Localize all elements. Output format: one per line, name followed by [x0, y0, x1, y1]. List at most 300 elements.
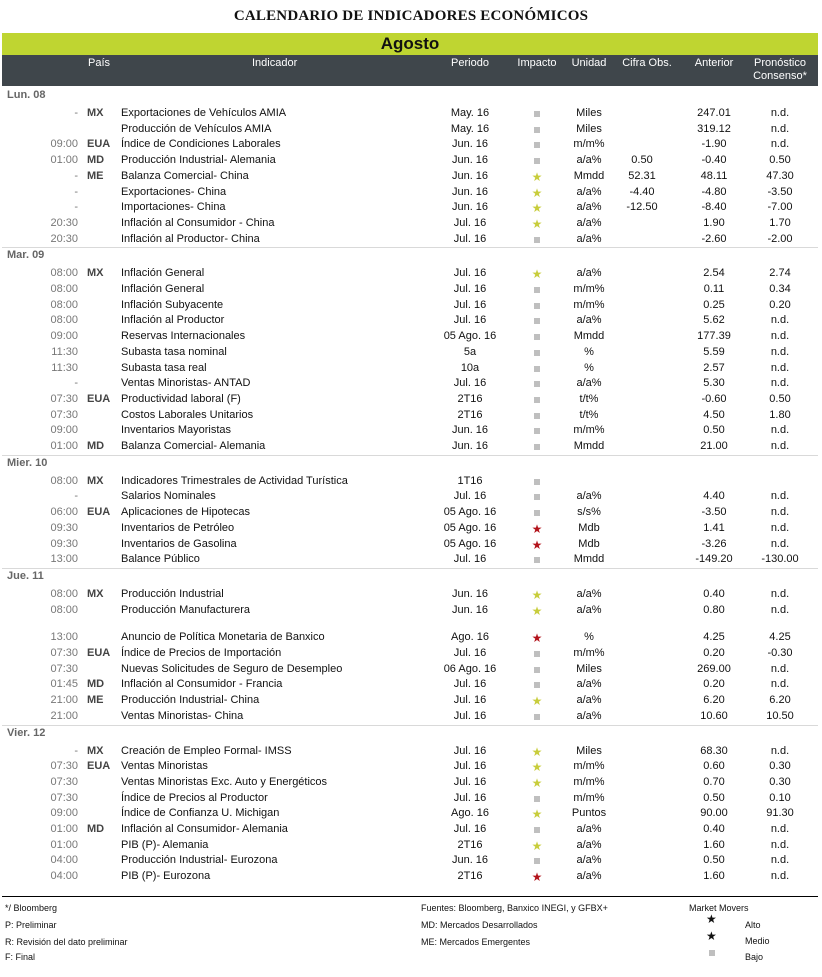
indicator-cell: Exportaciones- China [121, 185, 227, 198]
previous-cell: 5.30 [703, 377, 725, 390]
square-icon [534, 142, 540, 148]
table-row [0, 678, 822, 694]
time-cell: 11:30 [51, 361, 78, 374]
period-cell: 05 Ago. 16 [443, 330, 497, 343]
header-cifra: Cifra Obs. [622, 57, 672, 69]
period-cell: 06 Ago. 16 [443, 662, 497, 675]
impact-low-icon [520, 663, 554, 676]
square-icon [534, 158, 540, 164]
previous-cell: 1.60 [703, 870, 725, 883]
indicator-cell: Índice de Precios al Productor [121, 791, 268, 804]
time-cell: 01:00 [50, 823, 78, 835]
forecast-cell: n.d. [770, 744, 790, 757]
previous-cell: 0.20 [703, 678, 725, 691]
square-icon [534, 557, 540, 563]
previous-cell: 0.25 [703, 298, 725, 311]
time-cell: 07:30 [50, 791, 78, 804]
time-cell: 13:00 [50, 631, 78, 644]
unit-cell: Mmdd [573, 330, 605, 343]
time-cell: 04:00 [50, 854, 78, 867]
time-cell: 13:00 [50, 553, 78, 566]
period-cell: 10a [460, 361, 480, 374]
table-row [0, 330, 822, 346]
unit-cell: a/a% [576, 185, 602, 198]
indicator-cell: Creación de Empleo Formal- IMSS [121, 744, 292, 757]
previous-cell: 0.50 [703, 791, 725, 804]
forecast-cell: n.d. [770, 521, 790, 534]
header-pronostico [748, 57, 812, 83]
impact-low-icon [520, 154, 554, 167]
table-row [0, 839, 822, 855]
forecast-cell: 1.70 [769, 216, 791, 229]
table-row [0, 604, 822, 620]
indicator-cell: Anuncio de Política Monetaria de Banxico [121, 631, 325, 644]
previous-cell: -0.40 [701, 154, 727, 167]
forecast-cell: 6.20 [769, 694, 791, 707]
impact-low-icon [520, 440, 554, 453]
unit-cell: m/m% [573, 424, 605, 437]
indicator-cell: Producción Industrial [121, 587, 224, 600]
square-icon [534, 334, 540, 340]
time-cell: - [74, 185, 78, 198]
time-cell: 11:30 [51, 345, 78, 358]
period-cell: Jun. 16 [451, 185, 489, 198]
impact-low-icon [520, 233, 554, 246]
square-icon [534, 682, 540, 688]
table-row [0, 409, 822, 425]
time-cell: 01:00 [50, 154, 78, 167]
previous-cell: 0.50 [703, 424, 725, 437]
forecast-cell: n.d. [770, 603, 790, 616]
square-icon [534, 444, 540, 450]
forecast-cell: n.d. [770, 678, 790, 691]
forecast-cell: -0.30 [767, 647, 793, 659]
time-cell: 07:30 [50, 662, 78, 675]
impact-low-icon [520, 330, 554, 343]
indicator-cell: Salarios Nominales [121, 490, 216, 503]
indicator-cell: Balanza Comercial- Alemania [121, 440, 266, 452]
impact-medium-star-icon: ★ [531, 694, 543, 709]
square-icon [534, 366, 540, 372]
forecast-cell: 2.74 [769, 267, 791, 280]
country-cell: MX [87, 107, 104, 119]
unit-cell: a/a% [576, 232, 602, 245]
table-row [0, 346, 822, 362]
indicator-cell: Producción Manufacturera [121, 603, 251, 616]
time-cell: 08:00 [50, 298, 78, 311]
previous-cell: -8.40 [701, 201, 727, 214]
table-row [0, 710, 822, 726]
period-cell: 2T16 [457, 408, 483, 421]
impact-low-icon [520, 506, 554, 519]
indicator-cell: Nuevas Solicitudes de Seguro de Desempleo [121, 662, 343, 675]
time-cell: 09:00 [50, 138, 78, 151]
indicator-cell: Productividad laboral (F) [121, 392, 241, 405]
impact-low-icon [520, 424, 554, 437]
indicator-cell: Balance Público [121, 553, 200, 566]
period-cell: Jul. 16 [453, 283, 487, 295]
period-cell: Jul. 16 [453, 216, 487, 229]
table-row [0, 377, 822, 393]
period-cell: 05 Ago. 16 [443, 521, 497, 534]
indicator-cell: Costos Laborales Unitarios [121, 408, 254, 421]
unit-cell: a/a% [576, 694, 602, 707]
table-row [0, 186, 822, 202]
indicator-cell: Ventas Minoristas- ANTAD [121, 377, 251, 390]
unit-cell: % [584, 345, 594, 358]
square-icon [534, 494, 540, 500]
impact-medium-star-icon: ★ [531, 603, 543, 618]
previous-cell: 177.39 [697, 330, 731, 343]
table-row [0, 854, 822, 870]
previous-cell: 269.00 [697, 662, 731, 675]
unit-cell: Mmdd [573, 169, 605, 182]
indicator-cell: Inflación al Productor [121, 314, 225, 327]
day-separator [2, 455, 818, 456]
forecast-cell: -2.00 [767, 232, 793, 245]
forecast-cell: -7.00 [767, 201, 793, 214]
header-anterior: Anterior [694, 57, 734, 69]
impact-low-icon [520, 710, 554, 723]
period-cell: Jul. 16 [453, 694, 487, 707]
previous-cell: 21.00 [700, 440, 728, 452]
forecast-cell: -3.50 [767, 185, 793, 198]
forecast-cell: n.d. [770, 870, 790, 883]
table-header [2, 55, 818, 86]
indicator-cell: Inflación al Consumidor- Alemania [121, 823, 288, 835]
time-cell: 08:00 [50, 283, 78, 295]
period-cell: Jun. 16 [451, 603, 489, 616]
indicator-cell: Inventarios Mayoristas [121, 424, 232, 437]
indicator-cell: Producción Industrial- Alemania [121, 154, 276, 167]
footer-note-2: P: Preliminar [5, 920, 57, 930]
period-cell: Jun. 16 [451, 169, 489, 182]
previous-cell: 0.80 [703, 603, 725, 616]
footer-note-4: F: Final [5, 952, 36, 962]
forecast-cell: 0.30 [769, 760, 791, 773]
day-label: Mier. 10 [7, 456, 48, 469]
period-cell: Jul. 16 [453, 823, 487, 835]
previous-cell: 4.50 [703, 408, 725, 421]
impact-low-icon [520, 299, 554, 312]
period-cell: Jul. 16 [453, 490, 487, 503]
time-cell: 06:00 [50, 506, 78, 519]
table-row [0, 299, 822, 315]
footer-md: MD: Mercados Desarrollados [421, 920, 538, 930]
forecast-cell: n.d. [770, 662, 790, 675]
unit-cell: t/t% [579, 408, 599, 421]
unit-cell: Miles [576, 107, 602, 119]
table-row [0, 823, 822, 839]
period-cell: Jun. 16 [451, 424, 489, 437]
table-row [0, 138, 822, 154]
period-cell: Jul. 16 [453, 232, 487, 245]
day-label: Lun. 08 [7, 89, 46, 101]
impact-low-icon [520, 314, 554, 327]
unit-cell: a/a% [576, 603, 602, 616]
table-row [0, 522, 822, 538]
table-row [0, 123, 822, 139]
indicator-cell: Inflación al Consumidor - Francia [121, 678, 283, 691]
period-cell: 2T16 [457, 838, 483, 851]
unit-cell: a/a% [576, 823, 602, 835]
unit-cell: a/a% [576, 314, 602, 327]
time-cell: 09:30 [50, 521, 78, 534]
square-icon [534, 510, 540, 516]
square-icon [534, 667, 540, 673]
observed-cell: 52.31 [628, 169, 656, 182]
forecast-cell: n.d. [770, 854, 790, 867]
unit-cell: a/a% [576, 216, 602, 229]
impact-low-icon [520, 409, 554, 422]
unit-cell: m/m% [573, 298, 605, 311]
unit-cell: m/m% [573, 138, 605, 151]
period-cell: Jun. 16 [451, 201, 489, 214]
forecast-cell: n.d. [770, 440, 790, 452]
indicator-cell: Exportaciones de Vehículos AMIA [121, 107, 287, 119]
country-cell: MD [87, 440, 105, 452]
indicator-cell: Indicadores Trimestrales de Actividad Turística [121, 474, 348, 487]
day-label: Jue. 11 [7, 569, 44, 582]
time-cell: 07:30 [50, 647, 78, 659]
day-separator [2, 568, 818, 569]
unit-cell: a/a% [576, 267, 602, 280]
impact-low-icon [520, 553, 554, 566]
impact-low-icon [520, 490, 554, 503]
previous-cell: -3.50 [701, 506, 727, 519]
previous-cell: -3.26 [701, 537, 727, 550]
indicator-cell: Subasta tasa nominal [121, 345, 227, 358]
header-pronostico-line2: Consenso* [753, 70, 807, 82]
table-row [0, 745, 822, 761]
country-cell: MD [87, 823, 105, 835]
period-cell: Jul. 16 [453, 267, 487, 280]
time-cell: 08:00 [50, 314, 78, 327]
impact-low-icon [520, 854, 554, 867]
previous-cell: 0.40 [703, 587, 725, 600]
table-row [0, 154, 822, 170]
indicator-cell: Índice de Condiciones Laborales [121, 138, 281, 151]
time-cell: - [74, 744, 78, 757]
previous-cell: 0.11 [703, 283, 725, 295]
previous-cell: 0.50 [703, 854, 725, 867]
legend-star-mid-icon: ★ [706, 929, 717, 943]
country-cell: MX [87, 267, 104, 280]
square-icon [534, 237, 540, 243]
footer-me: ME: Mercados Emergentes [421, 937, 531, 947]
indicator-cell: Balanza Comercial- China [121, 169, 249, 182]
previous-cell: 247.01 [697, 107, 731, 119]
impact-low-icon [520, 362, 554, 375]
indicator-cell: Inflación al Productor- China [121, 232, 260, 245]
square-icon [534, 287, 540, 293]
forecast-cell: 4.25 [769, 631, 791, 644]
indicator-cell: Inflación General [121, 283, 205, 295]
indicator-cell: Inflación General [121, 267, 205, 280]
period-cell: Jul. 16 [453, 678, 487, 691]
unit-cell: a/a% [576, 490, 602, 503]
time-cell: 07:30 [50, 392, 78, 405]
period-cell: Jun. 16 [451, 138, 489, 151]
period-cell: Jul. 16 [453, 314, 487, 327]
previous-cell: -1.90 [701, 138, 727, 151]
impact-medium-star-icon: ★ [531, 201, 543, 216]
impact-low-icon [520, 792, 554, 805]
table-row [0, 792, 822, 808]
indicator-cell: Ventas Minoristas- China [121, 709, 244, 722]
forecast-cell: n.d. [770, 345, 790, 358]
square-icon [534, 651, 540, 657]
indicator-cell: Subasta tasa real [121, 361, 207, 374]
previous-cell: 6.20 [703, 694, 725, 707]
day-separator [2, 247, 818, 248]
table-row [0, 314, 822, 330]
time-cell: - [74, 377, 78, 390]
time-cell: 01:00 [50, 838, 78, 851]
country-cell: MD [87, 678, 105, 691]
time-cell: 07:30 [50, 408, 78, 421]
time-cell: 07:30 [50, 775, 78, 788]
observed-cell: -12.50 [626, 201, 658, 214]
forecast-cell: 0.30 [769, 775, 791, 788]
previous-cell: 4.25 [703, 631, 725, 644]
indicator-cell: Ventas Minoristas [121, 760, 208, 773]
forecast-cell: n.d. [770, 377, 790, 390]
previous-cell: 5.62 [703, 314, 725, 327]
forecast-cell: 1.80 [769, 408, 791, 421]
previous-cell: 0.70 [703, 775, 725, 788]
table-row [0, 393, 822, 409]
time-cell: 07:30 [50, 760, 78, 773]
forecast-cell: n.d. [770, 537, 790, 550]
forecast-cell: n.d. [770, 122, 790, 135]
indicator-cell: Inventarios de Gasolina [121, 537, 237, 550]
time-cell: - [74, 169, 78, 182]
period-cell: May. 16 [450, 107, 490, 119]
unit-cell: a/a% [576, 838, 602, 851]
unit-cell: % [584, 361, 594, 374]
unit-cell: Miles [576, 744, 602, 757]
indicator-cell: PIB (P)- Eurozona [121, 870, 211, 883]
time-cell: 08:00 [50, 267, 78, 280]
period-cell: Jul. 16 [453, 377, 487, 390]
unit-cell: Mdb [578, 537, 600, 550]
time-cell: - [74, 107, 78, 119]
impact-low-icon [520, 346, 554, 359]
impact-medium-star-icon: ★ [531, 760, 543, 775]
table-row [0, 475, 822, 491]
time-cell: 08:00 [50, 474, 78, 487]
period-cell: Jun. 16 [451, 154, 489, 167]
header-impacto: Impacto [517, 57, 557, 69]
impact-medium-star-icon: ★ [531, 807, 543, 822]
period-cell: Jun. 16 [451, 587, 489, 600]
impact-low-icon [520, 475, 554, 488]
time-cell: 21:00 [50, 694, 78, 707]
period-cell: Jul. 16 [453, 791, 487, 804]
table-row [0, 631, 822, 647]
impact-medium-star-icon: ★ [531, 587, 543, 602]
forecast-cell: 47.30 [766, 169, 794, 182]
unit-cell: Mmdd [573, 440, 605, 452]
page-title: CALENDARIO DE INDICADORES ECONÓMICOS [233, 8, 589, 24]
indicator-cell: Importaciones- China [121, 201, 226, 214]
indicator-cell: Inflación Subyacente [121, 298, 224, 311]
period-cell: 2T16 [457, 392, 483, 405]
previous-cell: -149.20 [695, 553, 733, 566]
previous-cell: 5.59 [703, 345, 725, 358]
period-cell: 05 Ago. 16 [443, 506, 497, 519]
header-unidad: Unidad [571, 57, 607, 69]
previous-cell: 1.41 [703, 521, 725, 534]
table-row [0, 506, 822, 522]
period-cell: Jul. 16 [453, 298, 487, 311]
unit-cell: Miles [576, 122, 602, 135]
table-row [0, 760, 822, 776]
time-cell: - [74, 201, 78, 214]
time-cell: 20:30 [50, 232, 78, 245]
forecast-cell: n.d. [770, 823, 790, 835]
time-cell: 09:00 [50, 807, 78, 820]
period-cell: 2T16 [457, 870, 483, 883]
unit-cell: Puntos [571, 807, 607, 820]
indicator-cell: Aplicaciones de Hipotecas [121, 506, 251, 519]
day-label: Vier. 12 [7, 726, 46, 739]
impact-medium-star-icon: ★ [531, 775, 543, 790]
square-icon [534, 796, 540, 802]
unit-cell: m/m% [573, 647, 605, 659]
unit-cell: m/m% [573, 775, 605, 788]
square-icon [534, 827, 540, 833]
forecast-cell: 0.50 [769, 392, 791, 405]
legend-bajo: Bajo [745, 952, 764, 962]
forecast-cell: n.d. [770, 587, 790, 600]
square-icon [534, 479, 540, 485]
forecast-cell: n.d. [770, 424, 790, 437]
table-row [0, 107, 822, 123]
unit-cell: % [584, 631, 594, 644]
forecast-cell: n.d. [770, 138, 790, 151]
impact-high-star-icon: ★ [531, 521, 543, 536]
time-cell: 08:00 [50, 603, 78, 616]
time-cell: 09:00 [50, 424, 78, 437]
forecast-cell: n.d. [770, 838, 790, 851]
period-cell: Jun. 16 [451, 440, 489, 452]
period-cell: 5a [463, 345, 477, 358]
day-separator [2, 725, 818, 726]
impact-low-icon [520, 107, 554, 120]
legend-medio: Medio [745, 936, 770, 946]
square-icon [534, 350, 540, 356]
unit-cell: a/a% [576, 709, 602, 722]
impact-high-star-icon: ★ [531, 537, 543, 552]
legend-alto: Alto [745, 920, 761, 930]
unit-cell: a/a% [576, 154, 602, 167]
impact-medium-star-icon: ★ [531, 216, 543, 231]
indicator-cell: Inventarios de Petróleo [121, 521, 235, 534]
time-cell: 08:00 [50, 587, 78, 600]
impact-low-icon [520, 823, 554, 836]
period-cell: 1T16 [457, 474, 483, 487]
legend-title: Market Movers [689, 903, 749, 913]
table-row [0, 440, 822, 456]
table-row [0, 170, 822, 186]
footer-fuentes: Fuentes: Bloomberg, Banxico INEGI, y GFBX+ [421, 903, 608, 913]
table-row [0, 217, 822, 233]
forecast-cell: n.d. [770, 314, 790, 327]
forecast-cell: 0.10 [769, 791, 791, 804]
impact-high-star-icon: ★ [531, 631, 543, 646]
